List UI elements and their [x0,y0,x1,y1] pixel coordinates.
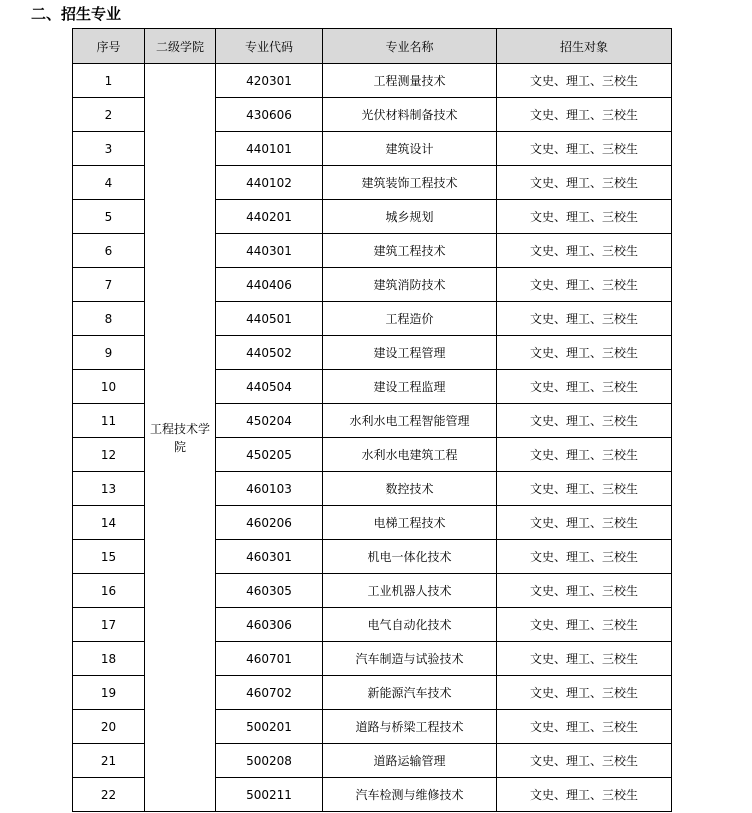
enrollment-target: 文史、理工、三校生 [497,166,672,200]
row-number: 5 [73,200,145,234]
major-name: 建设工程监理 [323,370,497,404]
row-number: 15 [73,540,145,574]
header-target: 招生对象 [497,29,672,64]
major-name: 工程造价 [323,302,497,336]
row-number: 7 [73,268,145,302]
major-name: 建设工程管理 [323,336,497,370]
major-name: 水利水电工程智能管理 [323,404,497,438]
enrollment-target: 文史、理工、三校生 [497,438,672,472]
major-name: 电梯工程技术 [323,506,497,540]
enrollment-target: 文史、理工、三校生 [497,676,672,710]
row-number: 4 [73,166,145,200]
row-number: 1 [73,64,145,98]
row-number: 2 [73,98,145,132]
major-name: 光伏材料制备技术 [323,98,497,132]
enrollment-target: 文史、理工、三校生 [497,98,672,132]
row-number: 11 [73,404,145,438]
major-name: 水利水电建筑工程 [323,438,497,472]
major-code: 440301 [216,234,323,268]
major-code: 430606 [216,98,323,132]
table-body [73,64,672,812]
major-code: 460702 [216,676,323,710]
section-title: 二、招生专业 [31,5,122,23]
major-code: 440501 [216,302,323,336]
enrollment-target: 文史、理工、三校生 [497,608,672,642]
major-name: 建筑装饰工程技术 [323,166,497,200]
enrollment-target: 文史、理工、三校生 [497,132,672,166]
header-name: 专业名称 [323,29,497,64]
major-name: 机电一体化技术 [323,540,497,574]
row-number: 16 [73,574,145,608]
row-number: 9 [73,336,145,370]
table-row [73,64,672,98]
major-code: 440101 [216,132,323,166]
major-name: 数控技术 [323,472,497,506]
row-number: 12 [73,438,145,472]
enrollment-target: 文史、理工、三校生 [497,336,672,370]
enrollment-target: 文史、理工、三校生 [497,642,672,676]
enrollment-target: 文史、理工、三校生 [497,302,672,336]
major-code: 460701 [216,642,323,676]
major-code: 440504 [216,370,323,404]
enrollment-target: 文史、理工、三校生 [497,506,672,540]
enrollment-target: 文史、理工、三校生 [497,234,672,268]
row-number: 10 [73,370,145,404]
enrollment-target: 文史、理工、三校生 [497,710,672,744]
major-code: 440406 [216,268,323,302]
major-code: 450205 [216,438,323,472]
major-name: 道路与桥梁工程技术 [323,710,497,744]
college-cell: 工程技术学院 [145,64,216,812]
major-code: 440201 [216,200,323,234]
major-name: 工业机器人技术 [323,574,497,608]
enrollment-target: 文史、理工、三校生 [497,268,672,302]
major-code: 500211 [216,778,323,812]
row-number: 19 [73,676,145,710]
major-code: 440502 [216,336,323,370]
major-name: 城乡规划 [323,200,497,234]
enrollment-target: 文史、理工、三校生 [497,540,672,574]
major-code: 500208 [216,744,323,778]
major-code: 500201 [216,710,323,744]
row-number: 6 [73,234,145,268]
row-number: 21 [73,744,145,778]
major-name: 电气自动化技术 [323,608,497,642]
enrollment-target: 文史、理工、三校生 [497,778,672,812]
enrollment-target: 文史、理工、三校生 [497,64,672,98]
major-code: 460103 [216,472,323,506]
header-no: 序号 [73,29,145,64]
row-number: 14 [73,506,145,540]
row-number: 13 [73,472,145,506]
header-code: 专业代码 [216,29,323,64]
major-name: 工程测量技术 [323,64,497,98]
major-name: 建筑消防技术 [323,268,497,302]
majors-table [72,28,672,812]
major-name: 新能源汽车技术 [323,676,497,710]
row-number: 18 [73,642,145,676]
enrollment-target: 文史、理工、三校生 [497,744,672,778]
row-number: 8 [73,302,145,336]
header-college: 二级学院 [145,29,216,64]
major-code: 420301 [216,64,323,98]
major-name: 建筑设计 [323,132,497,166]
major-code: 450204 [216,404,323,438]
major-code: 460206 [216,506,323,540]
major-name: 汽车检测与维修技术 [323,778,497,812]
row-number: 3 [73,132,145,166]
table-header [73,29,672,64]
major-name: 建筑工程技术 [323,234,497,268]
major-code: 440102 [216,166,323,200]
enrollment-target: 文史、理工、三校生 [497,472,672,506]
row-number: 22 [73,778,145,812]
major-code: 460305 [216,574,323,608]
major-name: 道路运输管理 [323,744,497,778]
enrollment-target: 文史、理工、三校生 [497,200,672,234]
major-code: 460301 [216,540,323,574]
major-name: 汽车制造与试验技术 [323,642,497,676]
enrollment-target: 文史、理工、三校生 [497,404,672,438]
major-code: 460306 [216,608,323,642]
enrollment-target: 文史、理工、三校生 [497,370,672,404]
row-number: 20 [73,710,145,744]
row-number: 17 [73,608,145,642]
header-row [73,29,672,64]
enrollment-target: 文史、理工、三校生 [497,574,672,608]
